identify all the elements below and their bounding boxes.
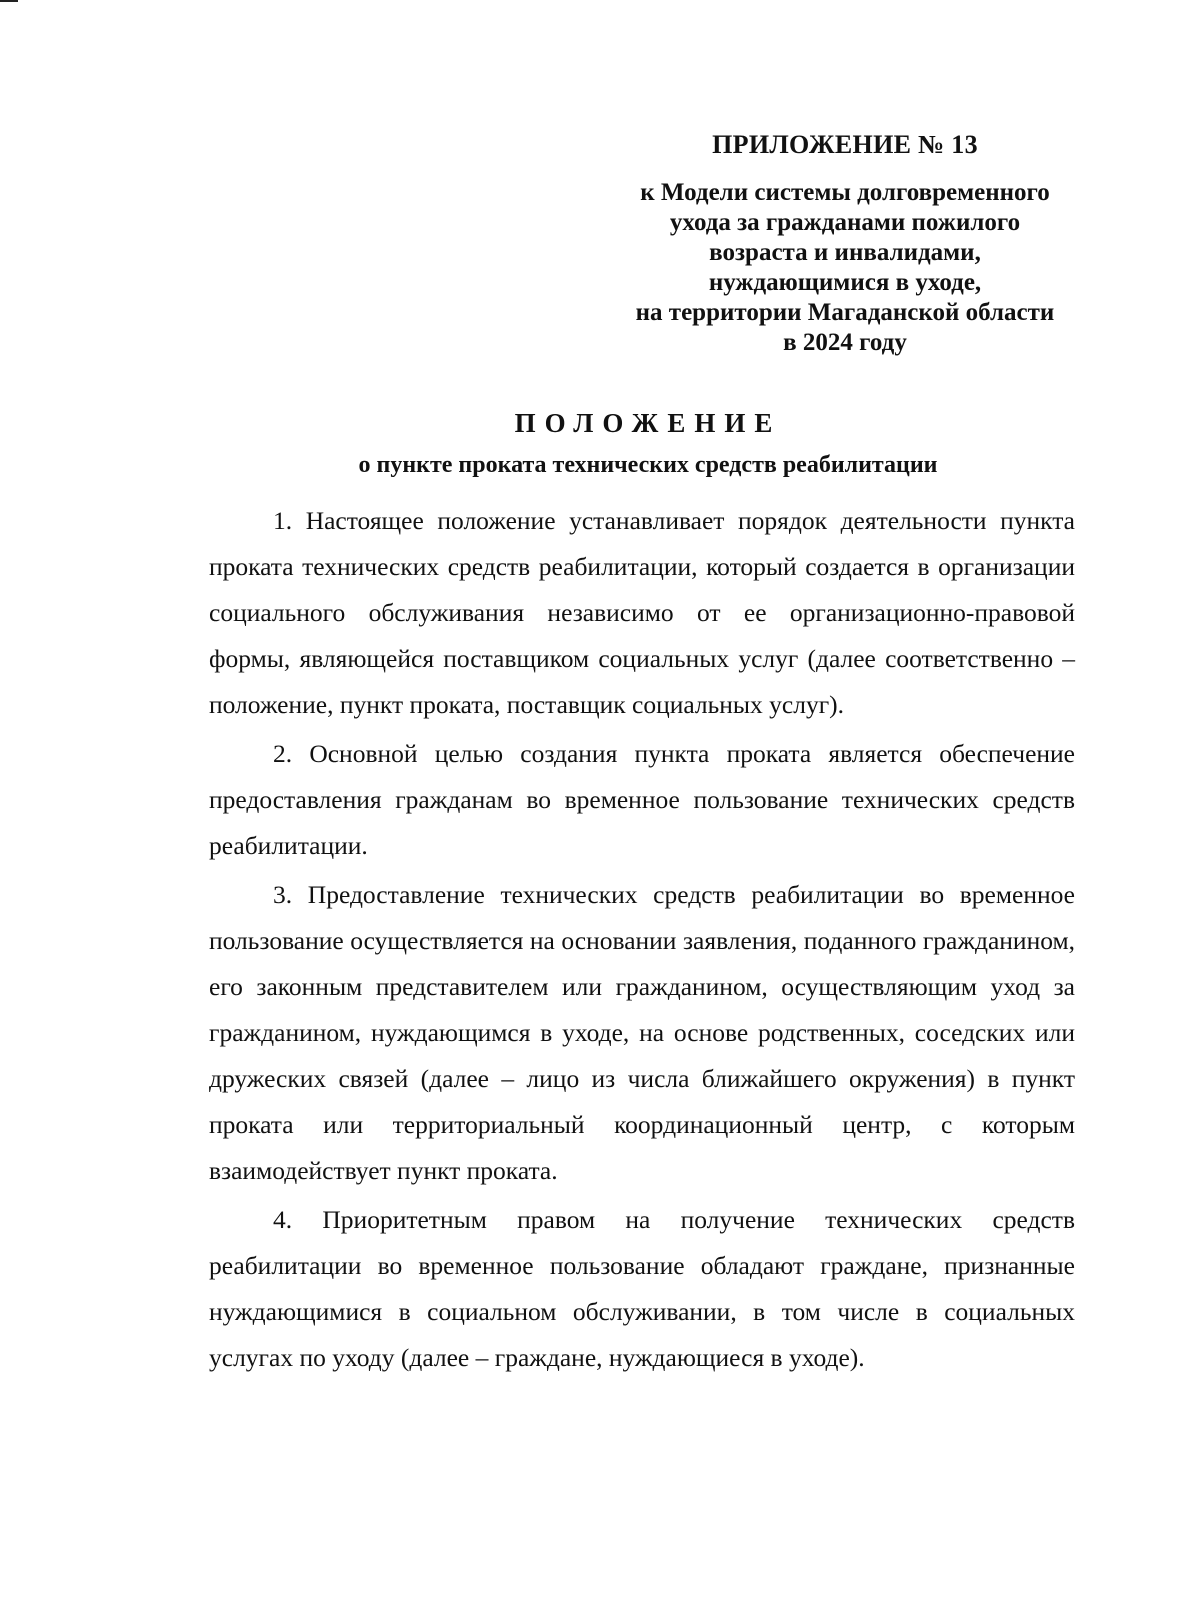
appendix-line: к Модели системы долговременного — [640, 179, 1050, 206]
appendix-line: ухода за гражданами пожилого — [669, 209, 1021, 236]
appendix-line: нуждающимися в уходе, — [708, 269, 982, 296]
paragraph-2: 2. Основной целью создания пункта проката является обеспечение предоставления гражданам во временное пользование технических средств реабилитации. — [209, 739, 1075, 860]
appendix-subtitle — [600, 178, 1090, 358]
appendix-header — [600, 130, 1090, 358]
appendix-line: на территории Магаданской области — [635, 299, 1055, 326]
document-subtitle: о пункте проката технических средств реабилитации — [358, 452, 938, 478]
paragraph-4: 4. Приоритетным правом на получение технических средств реабилитации во временное пользование обладают граждане, признанные нуждающимися в социальном обслуживании, в том числе в социальных услугах по уходу (далее – граждане, нуждающиеся в уходе). — [209, 1205, 1075, 1372]
appendix-line: возраста и инвалидами, — [709, 239, 981, 266]
appendix-title: ПРИЛОЖЕНИЕ № 13 — [712, 130, 978, 159]
paragraph-1: 1. Настоящее положение устанавливает порядок деятельности пункта проката технических средств реабилитации, который создается в организации социального обслуживания независимо от ее организационно-правовой формы, являющейся поставщиком социальных услуг (далее соответственно – положение, пункт проката, поставщик социальных услуг). — [209, 506, 1075, 719]
document-title: ПОЛОЖЕНИЕ — [514, 408, 782, 438]
appendix-line: в 2024 году — [783, 329, 907, 356]
paragraph-3: 3. Предоставление технических средств реабилитации во временное пользование осуществляется на основании заявления, поданного гражданином, его законным представителем или гражданином, осуществляющим уход за гражданином, нуждающимся в уходе, на основе родственных, соседских или дружеских связей (далее – лицо из числа ближайшего окружения) в пункт проката или территориальный координационный центр, с которым взаимодействует пункт проката. — [209, 880, 1075, 1185]
document-body — [209, 498, 1075, 1384]
scan-corner-mark — [0, 0, 18, 2]
